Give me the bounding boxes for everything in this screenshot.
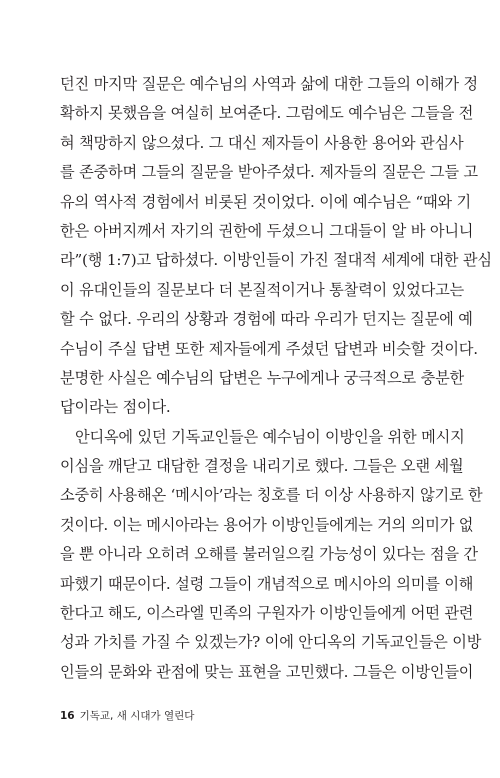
paragraph (60, 423, 483, 688)
text-line: 확하지 못했음을 여실히 보여준다. 그럼에도 예수님은 그들을 전 (60, 104, 474, 123)
page-footer (60, 709, 194, 723)
text-line: 이 유대인들의 질문보다 더 본질적이거나 통찰력이 있었다고는 (60, 280, 465, 299)
page-number: 16 (60, 710, 75, 722)
running-title: 기독교, 새 시대가 열린다 (79, 710, 195, 722)
text-line: 라”(행 1:7)고 답하셨다. 이방인들이 가진 절대적 세계에 대한 관심 (60, 251, 492, 270)
text-line: 성과 가치를 가질 수 있겠는가? 이에 안디옥의 기독교인들은 이방 (60, 633, 482, 652)
text-line: 답이라는 점이다. (60, 398, 171, 417)
paragraph (60, 70, 492, 423)
text-line: 를 존중하며 그들의 질문을 받아주셨다. 제자들의 질문은 그들 고 (60, 163, 478, 182)
text-line: 수님이 주실 답변 또한 제자들에게 주셨던 답변과 비슷할 것이다. (60, 339, 478, 358)
text-line: 파했기 때문이다. 설령 그들이 개념적으로 메시아의 의미를 이해 (60, 574, 474, 593)
text-line: 것이다. 이는 메시아라는 용어가 이방인들에게는 거의 의미가 없 (60, 515, 474, 534)
text-line: 소중히 사용해온 ‘메시아’라는 칭호를 더 이상 사용하지 않기로 한 (60, 486, 483, 505)
text-line: 인들의 문화와 관점에 맞는 표현을 고민했다. 그들은 이방인들이 (60, 662, 474, 681)
text-line: 분명한 사실은 예수님의 답변은 누구에게나 궁극적으로 충분한 (60, 368, 465, 387)
text-line: 한은 아버지께서 자기의 권한에 두셨으니 그대들이 알 바 아니니 (60, 221, 474, 240)
text-line: 혀 책망하지 않으셨다. 그 대신 제자들이 사용한 용어와 관심사 (60, 133, 464, 152)
text-line: 던진 마지막 질문은 예수님의 사역과 삶에 대한 그들의 이해가 정 (60, 75, 478, 93)
text-line: 유의 역사적 경험에서 비롯된 것이었다. 이에 예수님은 “때와 기 (60, 192, 471, 211)
text-line: 이심을 깨닫고 대담한 결정을 내리기로 했다. 그들은 오랜 세월 (60, 457, 464, 476)
text-line: 안디옥에 있던 기독교인들은 예수님이 이방인을 위한 메시지 (75, 427, 465, 446)
text-line: 을 뿐 아니라 오히려 오해를 불러일으킬 가능성이 있다는 점을 간 (60, 545, 478, 564)
body-text (60, 70, 492, 687)
text-line: 할 수 없다. 우리의 상황과 경험에 따라 우리가 던지는 질문에 예 (60, 310, 473, 329)
text-line: 한다고 해도, 이스라엘 민족의 구원자가 이방인들에게 어떤 관련 (60, 604, 474, 623)
